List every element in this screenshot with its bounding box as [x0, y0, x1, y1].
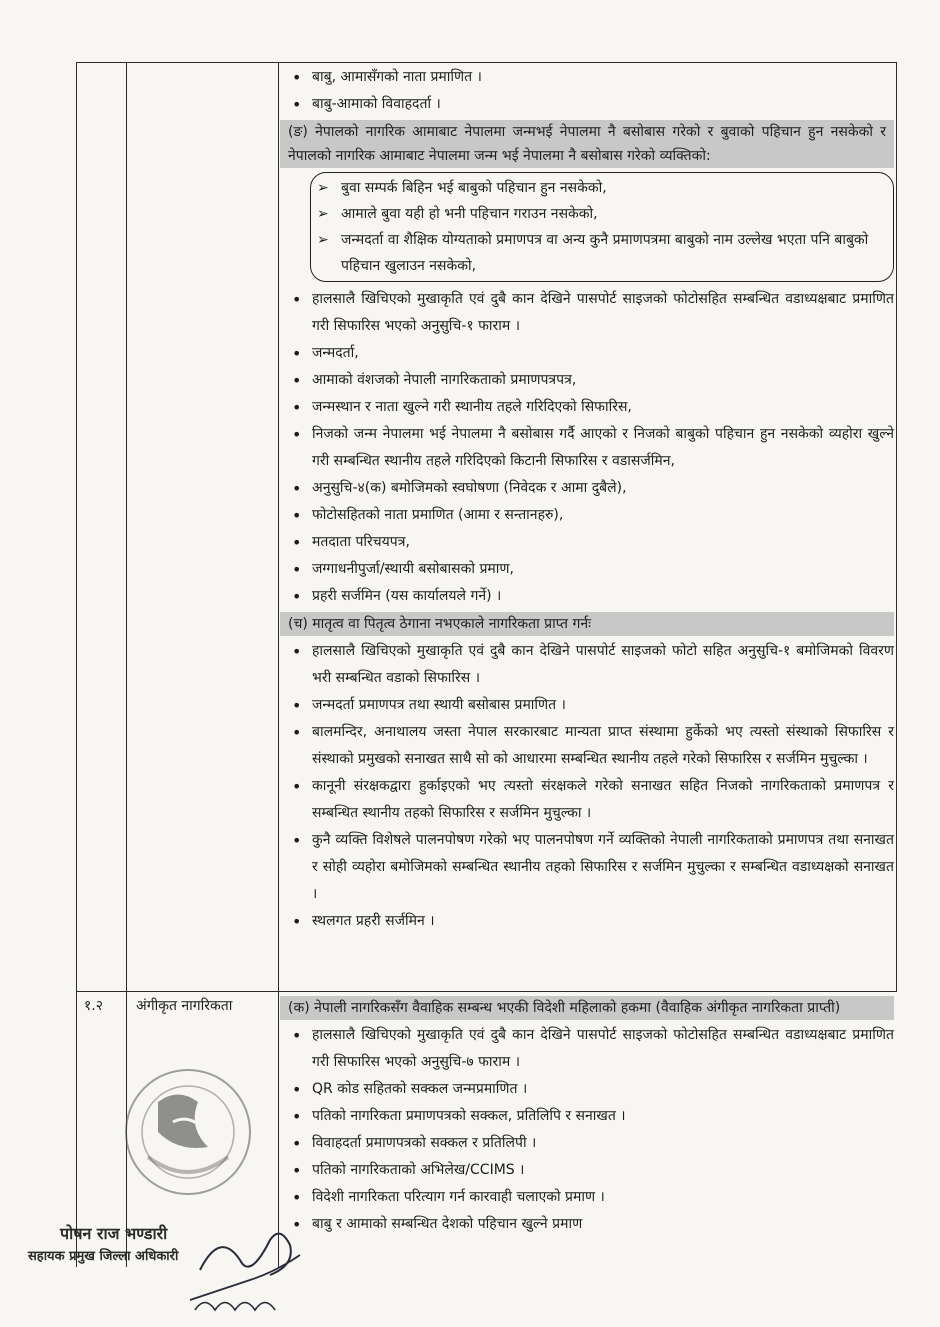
list-item: • अनुसुचि-४(क) बमोजिमको स्वघोषणा (निवेदक र आमा दुबैले), — [282, 475, 894, 502]
requirements-section-upper — [282, 64, 894, 935]
table-top-border — [76, 62, 897, 63]
officer-title: सहायक प्रमुख जिल्ला अधिकारी — [28, 1249, 179, 1264]
handwritten-signature-icon — [180, 1210, 320, 1320]
arrow-item: ➢ आमाले बुवा यही हो भनी पहिचान गराउन नसकेको, — [311, 201, 887, 227]
list-item: • QR कोड सहितको सक्कल जन्मप्रमाणित । — [282, 1076, 894, 1103]
list-item: • पतिको नागरिकता प्रमाणपत्रको सक्कल, प्रतिलिपि र सनाखत । — [282, 1103, 894, 1130]
list-item: • मतदाता परिचयपत्र, — [282, 529, 894, 556]
list-item: • निजको जन्म नेपालमा भई नेपालमा नै बसोबास गर्दै आएको र निजको बाबुको पहिचान हुन नसकेको व्यहोरा खुल्ने गरी सम्बन्धित स्थानीय तहले गरिदिएको किटानी सिफारिस र वडासर्जमिन, — [282, 421, 894, 475]
arrow-list — [311, 175, 887, 279]
list-item: • जग्गाधनीपुर्जा/स्थायी बसोबासको प्रमाण, — [282, 556, 894, 583]
list-item: • प्रहरी सर्जमिन (यस कार्यालयले गर्ने) । — [282, 583, 894, 610]
list-item: • आमाको वंशजको नेपाली नागरिकताको प्रमाणपत्रपत्र, — [282, 367, 894, 394]
list-item: • बाबु र आमाको सम्बन्धित देशको पहिचान खुल्ने प्रमाण — [282, 1211, 894, 1238]
list-item: • विदेशी नागरिकता परित्याग गर्न कारवाही चलाएको प्रमाण । — [282, 1184, 894, 1211]
table-left-border — [76, 62, 77, 1267]
row-divider — [76, 991, 897, 992]
bullet-list-d — [282, 1022, 894, 1238]
row-category: अंगीकृत नागरिकता — [136, 998, 233, 1014]
bullet-list-c — [282, 638, 894, 935]
bullet-list-b — [282, 286, 894, 610]
table-right-border — [896, 62, 897, 992]
list-item: • बाबु-आमाको विवाहदर्ता । — [282, 91, 894, 118]
section-heading-nga: (ङ) नेपालको नागरिक आमाबाट नेपालमा जन्मभई नेपालमा नै बसोबास गरेको र बुवाको पहिचान हुन नसकेको र नेपालको नागरिक आमाबाट नेपालमा जन्म भई नेपालमा नै बसोबास गरेको व्यक्तिको: — [280, 120, 894, 168]
requirements-section-lower — [282, 996, 894, 1238]
section-heading-cha: (च) मातृत्व वा पितृत्व ठेगाना नभएकाले नागरिकता प्राप्त गर्नः — [280, 612, 894, 636]
officer-name: पोषन राज भण्डारी — [60, 1224, 168, 1243]
list-item: • कानूनी संरक्षकद्वारा हुर्काइएको भए त्यस्तो संरक्षकले गरेको सनाखत सहित निजको नागरिकताको प्रमाणपत्र र सम्बन्धित स्थानीय तहको सिफारिस र सर्जमिन मुचुल्का । — [282, 773, 894, 827]
arrow-item: ➢ जन्मदर्ता वा शैक्षिक योग्यताको प्रमाणपत्र वा अन्य कुनै प्रमाणपत्रमा बाबुको नाम उल्लेख भएता पनि बाबुको पहिचान खुलाउन नसकेको, — [311, 227, 887, 279]
list-item: • विवाहदर्ता प्रमाणपत्रको सक्कल र प्रतिलिपी । — [282, 1130, 894, 1157]
list-item: • पतिको नागरिकताको अभिलेख/CCIMS । — [282, 1157, 894, 1184]
list-item: • हालसालै खिचिएको मुखाकृति एवं दुबै कान देखिने पासपोर्ट साइजको फोटोसहित सम्बन्धित वडाध्यक्षबाट प्रमाणित गरी सिफारिस भएको अनुसुचि-७ फाराम । — [282, 1022, 894, 1076]
arrow-box — [310, 172, 894, 282]
list-item: • जन्मदर्ता प्रमाणपत्र तथा स्थायी बसोबास प्रमाणित । — [282, 692, 894, 719]
arrow-item: ➢ बुवा सम्पर्क बिहिन भई बाबुको पहिचान हुन नसकेको, — [311, 175, 887, 201]
list-item: • हालसालै खिचिएको मुखाकृति एवं दुबै कान देखिने पासपोर्ट साइजको फोटोसहित सम्बन्धित वडाध्यक्षबाट प्रमाणित गरी सिफारिस भएको अनुसुचि-१ फाराम । — [282, 286, 894, 340]
list-item: • स्थलगत प्रहरी सर्जमिन । — [282, 908, 894, 935]
office-stamp-icon — [118, 1062, 258, 1202]
list-item: • जन्मदर्ता, — [282, 340, 894, 367]
list-item: • बाबु, आमासँगको नाता प्रमाणित । — [282, 64, 894, 91]
list-item: • जन्मस्थान र नाता खुल्ने गरी स्थानीय तहले गरिदिएको सिफारिस, — [282, 394, 894, 421]
row-serial: १.२ — [84, 998, 104, 1014]
bullet-list-a — [282, 64, 894, 118]
list-item: • हालसालै खिचिएको मुखाकृति एवं दुबै कान देखिने पासपोर्ट साइजको फोटो सहित अनुसुचि-१ बमोजिमको विवरण भरी सम्बन्धित वडाको सिफारिस । — [282, 638, 894, 692]
list-item: • फोटोसहितको नाता प्रमाणित (आमा र सन्तानहरु), — [282, 502, 894, 529]
list-item: • कुनै व्यक्ति विशेषले पालनपोषण गरेको भए पालनपोषण गर्ने व्यक्तिको नेपाली नागरिकताको प्रमाणपत्र तथा सनाखत र सोही व्यहोरा बमोजिमको सम्बन्धित स्थानीय तहको सिफारिस र सर्जमिन मुचुल्का र सम्बन्धित वडाध्यक्षको सनाखत । — [282, 827, 894, 908]
table-col2-divider — [278, 62, 279, 1267]
section-heading-ka: (क) नेपाली नागरिकसँग वैवाहिक सम्बन्ध भएकी विदेशी महिलाको हकमा (वैवाहिक अंगीकृत नागरिकता प्राप्ती) — [280, 996, 894, 1020]
list-item: • बालमन्दिर, अनाथालय जस्ता नेपाल सरकारबाट मान्यता प्राप्त संस्थामा हुर्केको भए त्यस्तो संस्थाको सिफारिस र संस्थाको प्रमुखको सनाखत साथै सो को आधारमा सम्बन्धित स्थानीय तहले गरेको सिफारिस र सर्जमिन मुचुल्का । — [282, 719, 894, 773]
